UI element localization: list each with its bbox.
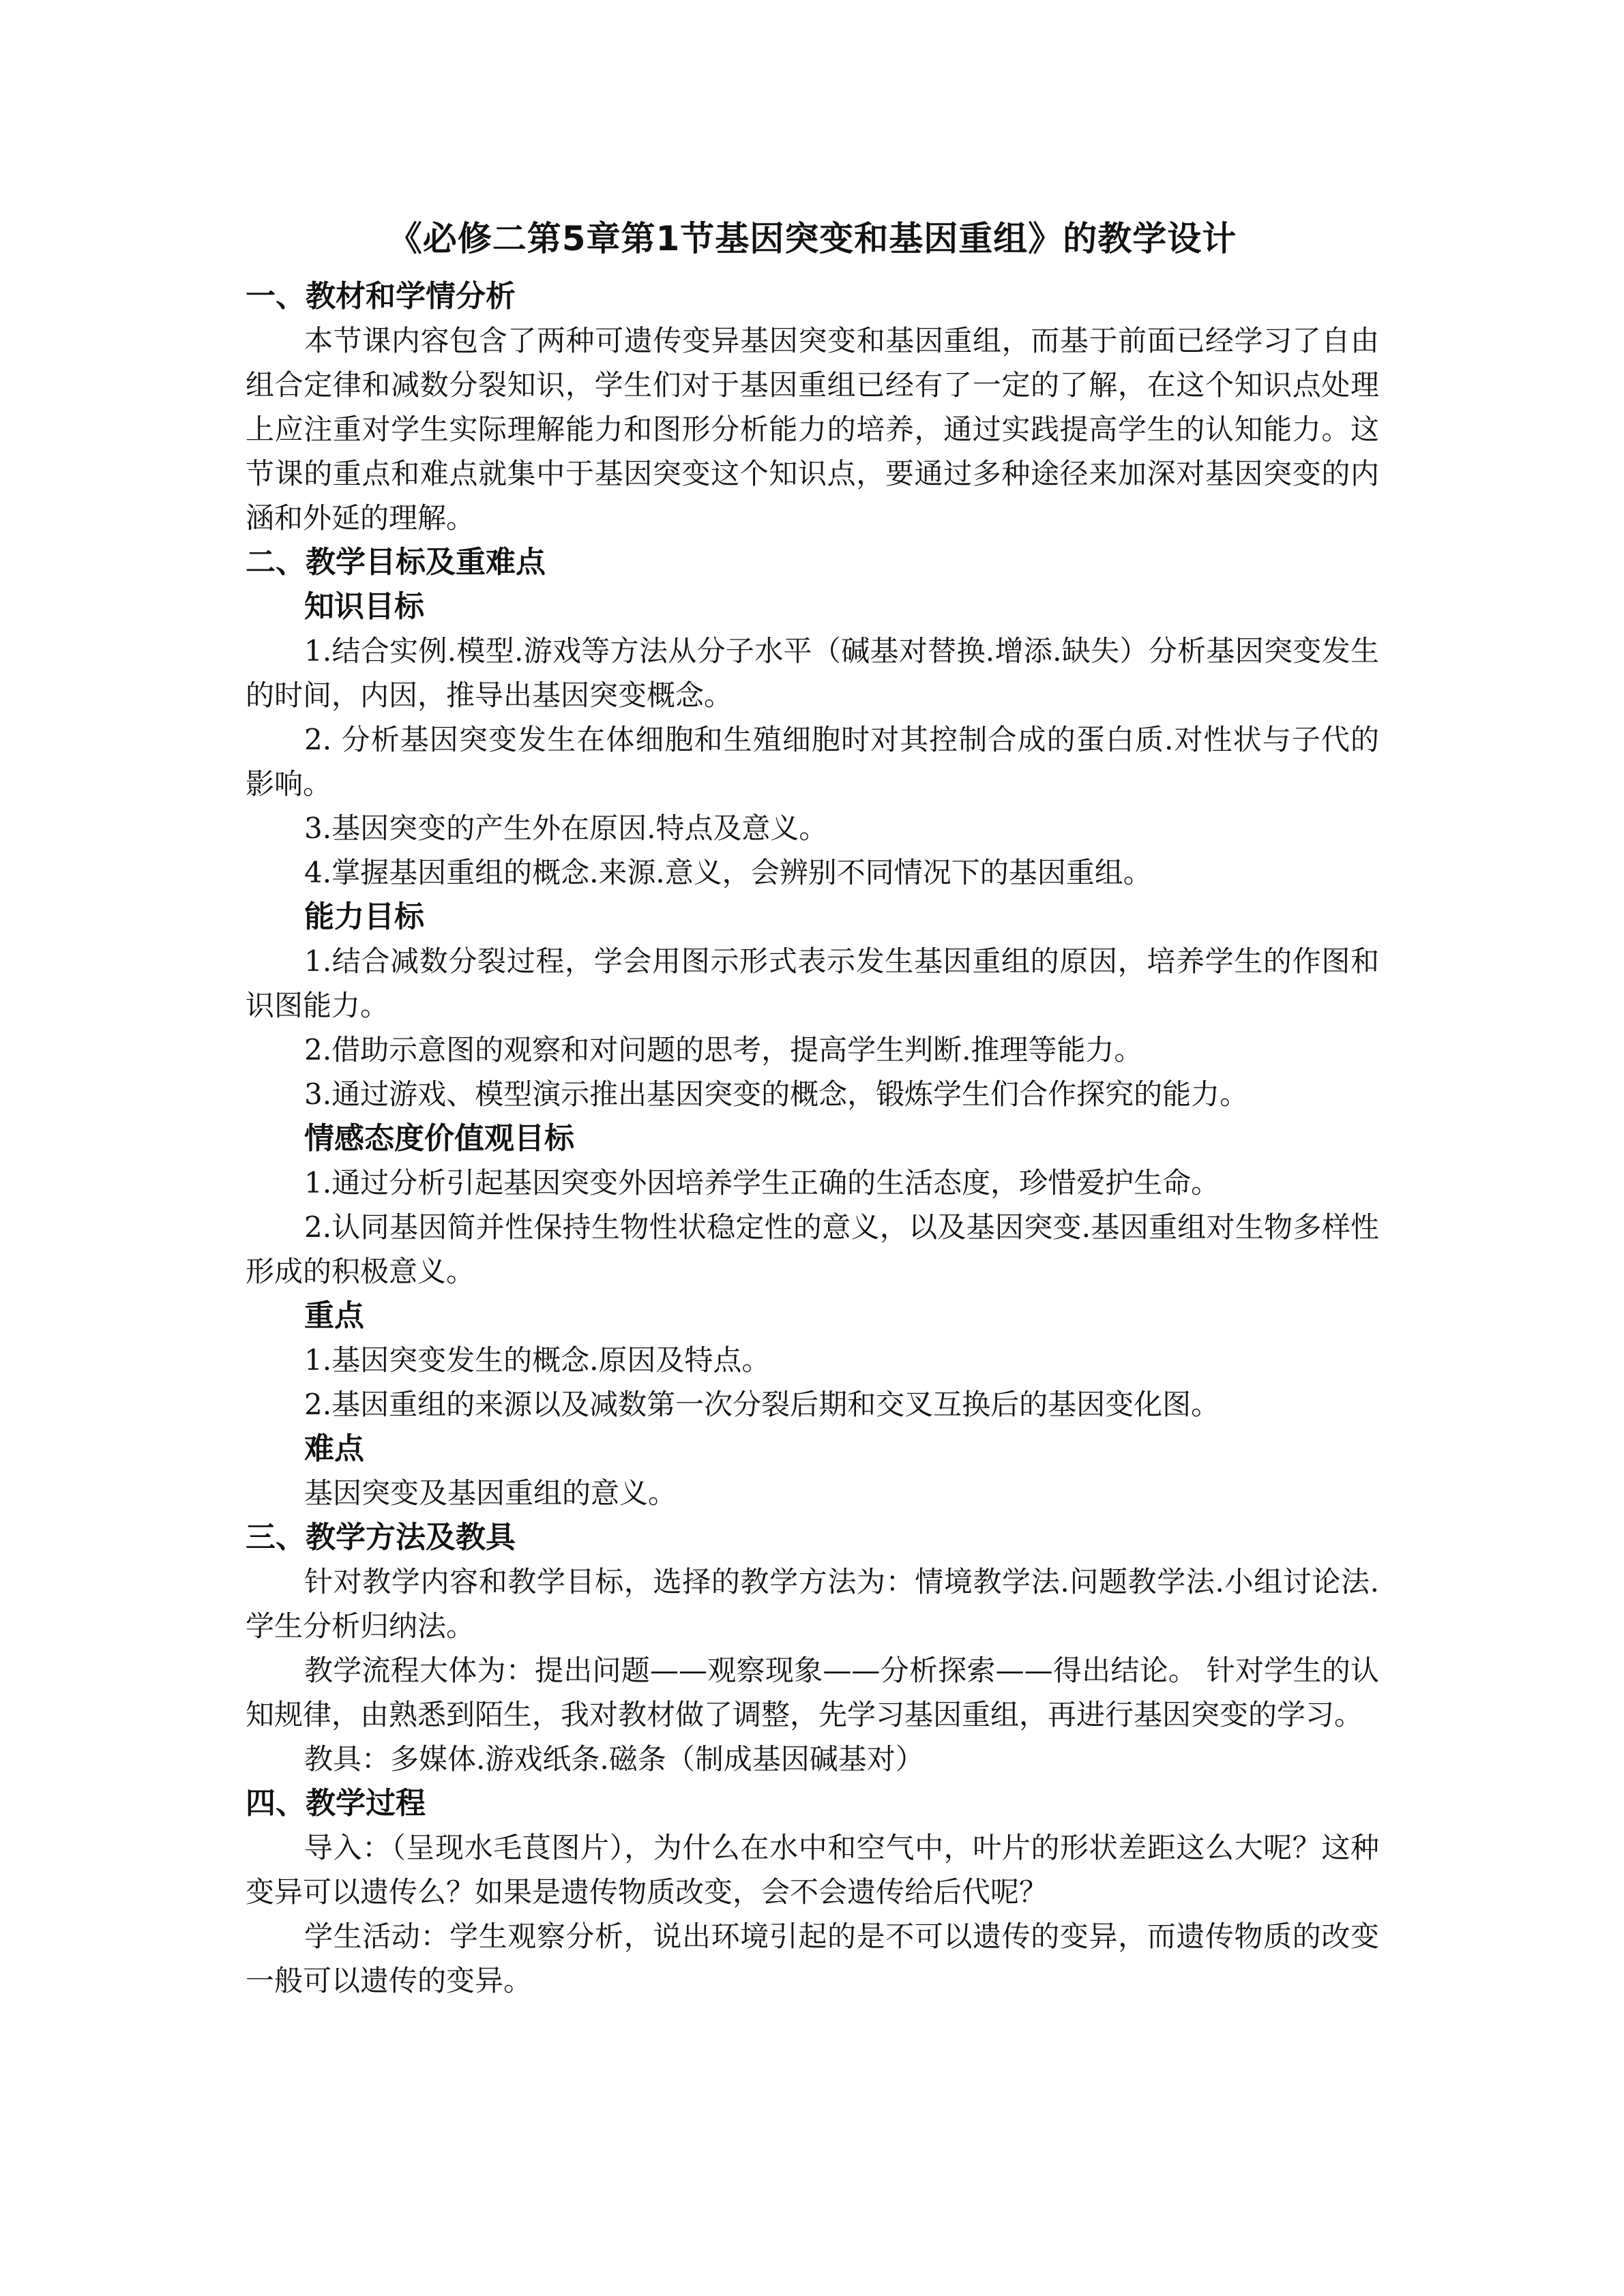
section-heading-1: 一、教材和学情分析 (246, 279, 516, 314)
list-item: 1.结合减数分裂过程，学会用图示形式表示发生基因重组的原因，培养学生的作图和识图能力。 (246, 944, 1379, 1022)
subheading-knowledge: 知识目标 (304, 589, 424, 624)
list-item: 1.基因突变发生的概念.原因及特点。 (304, 1343, 771, 1377)
list-item: 4.掌握基因重组的概念.来源.意义，会辨别不同情况下的基因重组。 (304, 856, 1152, 889)
list-item: 2. 分析基因突变发生在体细胞和生殖细胞时对其控制合成的蛋白质.对性状与子代的影响。 (246, 723, 1379, 801)
subheading-emotion: 情感态度价值观目标 (304, 1121, 574, 1156)
paragraph: 教具：多媒体.游戏纸条.磁条（制成基因碱基对） (304, 1742, 924, 1776)
paragraph: 教学流程大体为：提出问题——观察现象——分析探索——得出结论。 针对学生的认知规律，由熟悉到陌生，我对教材做了调整，先学习基因重组，再进行基因突变的学习。 (246, 1654, 1379, 1731)
list-item: 3.基因突变的产生外在原因.特点及意义。 (304, 811, 828, 845)
list-item: 2.借助示意图的观察和对问题的思考，提高学生判断.推理等能力。 (304, 1033, 1143, 1067)
document-title: 《必修二第5章第1节基因突变和基因重组》的教学设计 (387, 219, 1237, 258)
section-heading-3: 三、教学方法及教具 (246, 1520, 516, 1555)
section-heading-4: 四、教学过程 (246, 1786, 426, 1821)
paragraph: 针对教学内容和教学目标，选择的教学方法为：情境教学法.问题教学法.小组讨论法.学生分析归纳法。 (246, 1565, 1379, 1643)
paragraph: 导入：（呈现水毛茛图片），为什么在水中和空气中，叶片的形状差距这么大呢？这种变异可以遗传么？如果是遗传物质改变，会不会遗传给后代呢？ (246, 1831, 1379, 1909)
paragraph: 基因突变及基因重组的意义。 (304, 1476, 677, 1510)
subheading-key-points: 重点 (304, 1298, 364, 1333)
list-item: 2.基因重组的来源以及减数第一次分裂后期和交叉互换后的基因变化图。 (304, 1388, 1220, 1421)
subheading-ability: 能力目标 (304, 899, 424, 934)
list-item: 3.通过游戏、模型演示推出基因突变的概念，锻炼学生们合作探究的能力。 (304, 1077, 1249, 1111)
subheading-difficulty: 难点 (304, 1431, 364, 1466)
document-page (246, 205, 1379, 2003)
list-item: 1.结合实例.模型.游戏等方法从分子水平（碱基对替换.增添.缺失）分析基因突变发生的时间，内因，推导出基因突变概念。 (246, 634, 1379, 712)
list-item: 1.通过分析引起基因突变外因培养学生正确的生活态度，珍惜爱护生命。 (304, 1166, 1220, 1199)
paragraph: 本节课内容包含了两种可遗传变异基因突变和基因重组，而基于前面已经学习了自由组合定律和减数分裂知识，学生们对于基因重组已经有了一定的了解，在这个知识点处理上应注重对学生实际理解能力和图形分析能力的培养，通过实践提高学生的认知能力。这节课的重点和难点就集中于基因突变这个知识点，要通过多种途径来加深对基因突变的内涵和外延的理解。 (246, 324, 1379, 535)
paragraph: 学生活动：学生观察分析，说出环境引起的是不可以遗传的变异，而遗传物质的改变一般可以遗传的变异。 (246, 1920, 1379, 1997)
section-heading-2: 二、教学目标及重难点 (246, 545, 546, 580)
list-item: 2.认同基因简并性保持生物性状稳定性的意义，以及基因突变.基因重组对生物多样性形成的积极意义。 (246, 1210, 1379, 1288)
